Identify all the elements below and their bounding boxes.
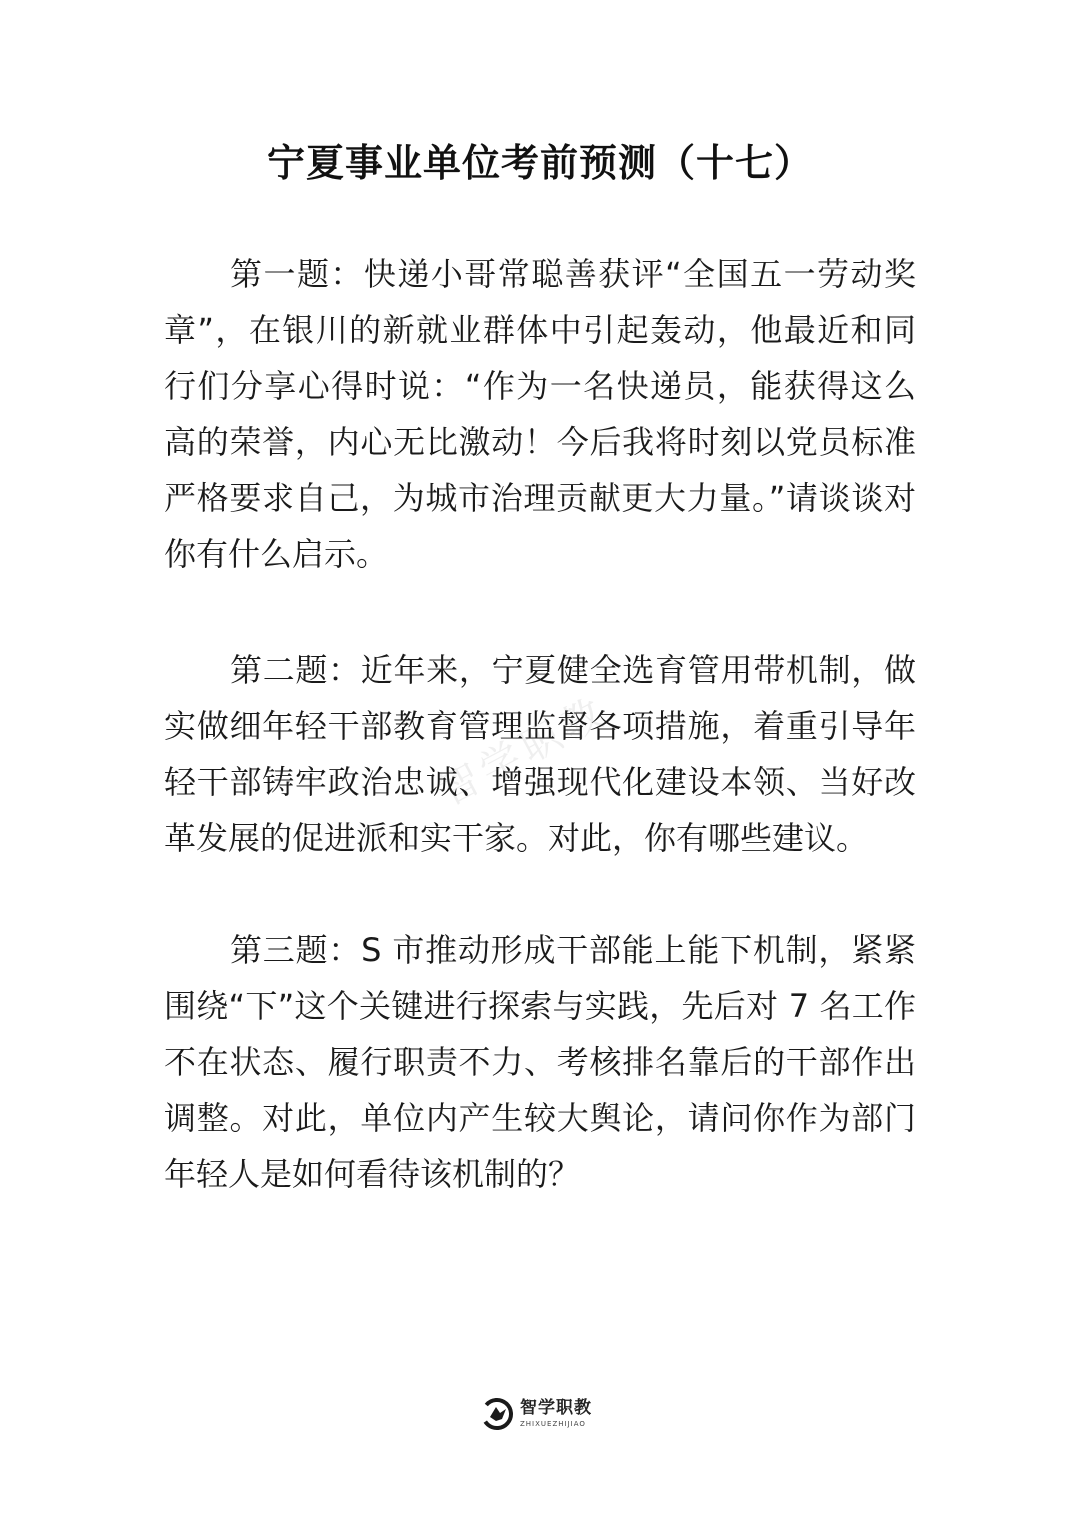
brand-name-en: ZHIXUEZHIJIAO	[520, 1420, 586, 1428]
document-title: 宁夏事业单位考前预测（十七）	[266, 141, 813, 185]
brand-name-cn: 智学职教	[520, 1398, 592, 1418]
footer-logo	[480, 1392, 610, 1436]
question-1: 第一题：快递小哥常聪善获评“全国五一劳动奖章”，在银川的新就业群体中引起轰动，他最近和同行们分享心得时说：“作为一名快递员，能获得这么高的荣誉，内心无比激动！今后我将时刻以党员标准严格要求自己，为城市治理贡献更大力量。”请谈谈对你有什么启示。	[164, 255, 916, 573]
watermark: 智学职教	[431, 688, 616, 816]
zhixue-logo-icon	[480, 1397, 514, 1431]
question-3: 第三题：S 市推动形成干部能上能下机制，紧紧围绕“下”这个关键进行探索与实践，先后对 7 名工作不在状态、履行职责不力、考核排名靠后的干部作出调整。对此，单位内产生较大舆论，请问你作为部门年轻人是如何看待该机制的？	[164, 931, 916, 1193]
question-2: 第二题：近年来，宁夏健全选育管用带机制，做实做细年轻干部教育管理监督各项措施，着重引导年轻干部铸牢政治忠诚、增强现代化建设本领、当好改革发展的促进派和实干家。对此，你有哪些建议。	[164, 651, 916, 857]
